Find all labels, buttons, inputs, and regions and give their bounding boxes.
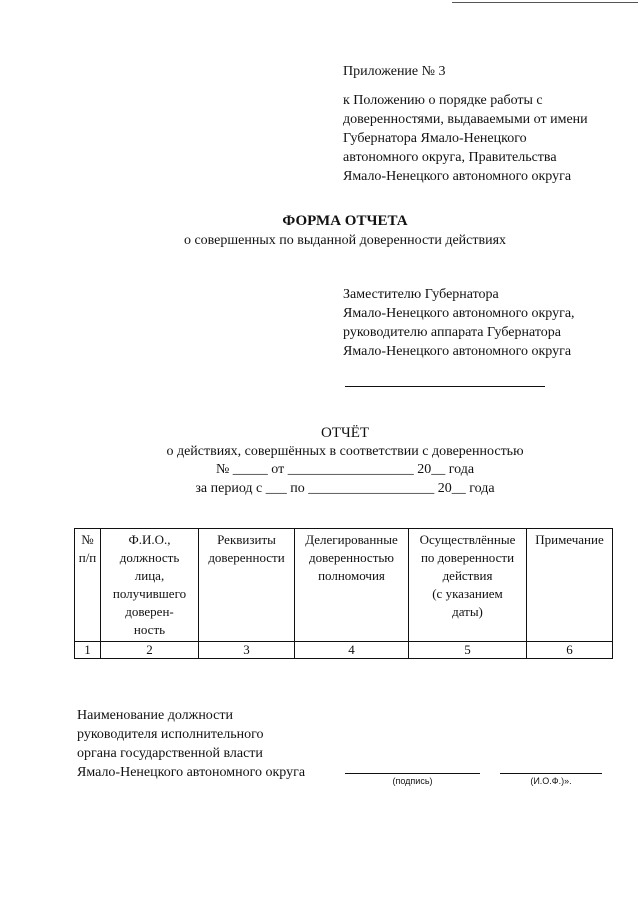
- header-cell-actions: [409, 529, 527, 642]
- addressee-name-line: [345, 386, 545, 387]
- appendix-line: автономного округа, Правительства: [343, 150, 557, 165]
- table-number-row: [75, 642, 613, 659]
- header-cell-name: [101, 529, 199, 642]
- position-line: Наименование должности: [77, 708, 233, 723]
- appendix-title: Приложение № 3: [343, 64, 446, 79]
- header-text: по доверенности: [420, 550, 515, 565]
- header-text: доверен-: [125, 604, 174, 619]
- header-cell-requisites: [199, 529, 295, 642]
- column-number: 3: [199, 642, 295, 659]
- form-subtitle: о совершенных по выданной доверенности действиях: [183, 233, 507, 248]
- position-line: руководителя исполнительного: [77, 727, 264, 742]
- addressee-line: Ямало-Ненецкого автономного округа: [343, 344, 572, 359]
- top-rule: [452, 2, 638, 3]
- header-text: полномочия: [318, 568, 385, 583]
- header-text: получившего: [112, 586, 187, 601]
- appendix-line: Губернатора Ямало-Ненецкого: [343, 131, 527, 146]
- header-text: доверенности: [208, 550, 285, 565]
- appendix-line: Ямало-Ненецкого автономного округа: [343, 169, 572, 184]
- initials-caption: (И.О.Ф.)».: [530, 776, 572, 786]
- column-number: 6: [527, 642, 613, 659]
- header-text: должность: [119, 550, 180, 565]
- column-number: 4: [295, 642, 409, 659]
- header-cell-note: [527, 529, 613, 642]
- addressee-line: Ямало-Ненецкого автономного округа,: [343, 306, 575, 321]
- header-cell-number: [75, 529, 101, 642]
- report-title: ОТЧЁТ: [320, 425, 370, 441]
- position-line: органа государственной власти: [77, 746, 263, 761]
- appendix-line: доверенностями, выдаваемыми от имени: [343, 112, 588, 127]
- header-cell-powers: [295, 529, 409, 642]
- header-text: Примечание: [535, 532, 604, 547]
- header-text: №: [81, 532, 94, 547]
- header-text: Осуществлённые: [419, 532, 516, 547]
- addressee-line: Заместителю Губернатора: [343, 287, 499, 302]
- header-text: (с указанием: [432, 586, 503, 601]
- header-text: Ф.И.О.,: [128, 532, 171, 547]
- header-text: доверенностью: [308, 550, 395, 565]
- addressee-block: [343, 285, 633, 361]
- header-text: Делегированные: [305, 532, 398, 547]
- column-number: 1: [75, 642, 101, 659]
- header-text: Реквизиты: [217, 532, 276, 547]
- report-period-line: за период с ___ по __________________ 20__ года: [195, 481, 495, 496]
- report-table: [74, 528, 613, 659]
- form-title: ФОРМА ОТЧЕТА: [282, 213, 408, 229]
- initials-line: [500, 773, 602, 774]
- table-header-row: [75, 529, 613, 642]
- signature-caption: (подпись): [392, 776, 433, 786]
- signature-line: [345, 773, 480, 774]
- addressee-line: руководителю аппарата Губернатора: [343, 325, 562, 340]
- report-subject-line: о действиях, совершённых в соответствии с доверенностью: [166, 444, 524, 459]
- appendix-reference: [343, 91, 633, 186]
- header-text: ность: [133, 622, 166, 637]
- report-number-date-line: № _____ от __________________ 20__ года: [215, 462, 475, 477]
- column-number: 2: [101, 642, 199, 659]
- header-text: действия: [442, 568, 493, 583]
- column-number: 5: [409, 642, 527, 659]
- appendix-line: к Положению о порядке работы с: [343, 93, 543, 108]
- header-text: даты): [452, 604, 483, 619]
- position-title-block: [77, 706, 347, 782]
- header-text: п/п: [78, 550, 97, 565]
- header-text: лица,: [134, 568, 165, 583]
- position-line: Ямало-Ненецкого автономного округа: [77, 765, 306, 780]
